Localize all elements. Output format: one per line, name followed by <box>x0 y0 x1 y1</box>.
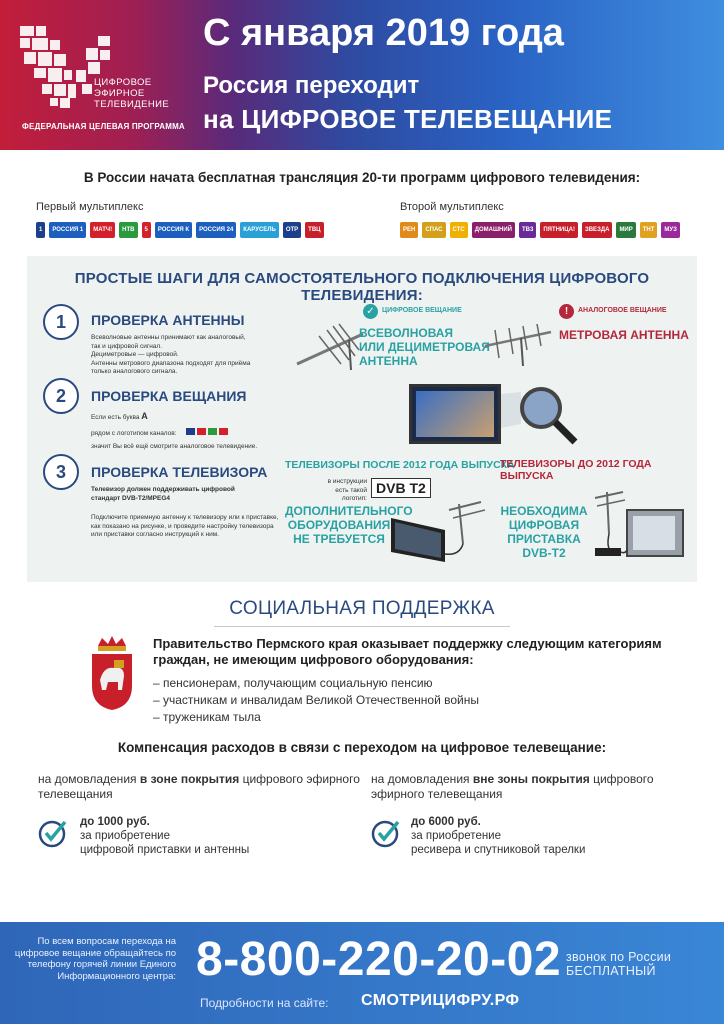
list-item: – участникам и инвалидам Великой Отечественной войны <box>153 693 479 707</box>
channel-logo: РЕН <box>400 222 418 238</box>
hotline-description: По всем вопросам перехода на цифровое вещание обращайтесь по телефону горячей линии Единого Информационного центра: <box>14 936 176 982</box>
channel-logo: МИР <box>616 222 635 238</box>
tv-before-2012-label: ТЕЛЕВИЗОРЫ ДО 2012 ГОДА ВЫПУСКА <box>500 458 652 482</box>
step-3-instructions: Подключите приемную антенну к телевизору или к приставке, как показано на рисунке, и проведите настройку телевизора или приставки согласно инструкций к ним. <box>91 514 279 538</box>
steps-title: ПРОСТЫЕ ШАГИ ДЛЯ САМОСТОЯТЕЛЬНОГО ПОДКЛЮЧЕНИЯ ЦИФРОВОГО ТЕЛЕВИДЕНИЯ: <box>74 270 650 304</box>
step-2-number: 2 <box>43 378 79 414</box>
list-item: – труженикам тыла <box>153 710 261 724</box>
no-equipment-text: ДОПОЛНИТЕЛЬНОГО ОБОРУДОВАНИЯ НЕ ТРЕБУЕТСЯ <box>285 504 413 546</box>
broadcast-text: В России начата бесплатная трансляция 20-ти программ цифрового телевидения: <box>83 170 641 185</box>
mux2-label: Второй мультиплекс <box>400 201 504 213</box>
instruction-note: в инструкции есть такой логотип: <box>327 478 367 502</box>
step-3-number: 3 <box>43 454 79 490</box>
channel-logo: РОССИЯ К <box>155 222 192 238</box>
analog-antenna-icon <box>481 318 555 366</box>
logo-line-3: ТЕЛЕВИДЕНИЕ <box>94 99 170 110</box>
magnifier-icon <box>501 384 581 448</box>
compensation-amount-1: до 1000 руб. за приобретение цифровой приставки и антенны <box>80 816 250 856</box>
channel-logo: 1 <box>36 222 45 238</box>
channel-logo: РОССИЯ 1 <box>49 222 86 238</box>
channel-mini-logo <box>197 428 206 435</box>
channel-logo: ТНТ <box>640 222 658 238</box>
warning-icon: ! <box>559 304 574 319</box>
channel-logo: МУЗ <box>661 222 680 238</box>
step-1-title: ПРОВЕРКА АНТЕННЫ <box>91 312 245 328</box>
logo-line-1: ЦИФРОВОЕ <box>94 77 152 88</box>
analog-letter: А <box>141 411 148 421</box>
modern-tv-antenna-icon <box>389 496 489 566</box>
social-support-text: Правительство Пермского края оказывает поддержку следующим категориям граждан, не имеющим цифрового оборудования: <box>153 636 662 667</box>
channel-logo: КАРУСЕЛЬ <box>240 222 279 238</box>
tv-after-2012-label: ТЕЛЕВИЗОРЫ ПОСЛЕ 2012 ГОДА ВЫПУСКА <box>285 459 515 471</box>
channel-logo: ДОМАШНИЙ <box>472 222 515 238</box>
site-label: Подробности на сайте: <box>200 996 329 1010</box>
channel-logo: ОТР <box>283 222 301 238</box>
step-1-text: Всеволновые антенны принимают как аналоговый, так и цифровой сигнал. Дециметровые — цифровой. Антенны метрового диапазона подходят для приёма только аналогового сигнала. <box>91 334 251 375</box>
mux2-channel-logos <box>400 219 680 241</box>
tv-screen-icon <box>409 384 501 444</box>
channel-logo: ПЯТНИЦА! <box>540 222 578 238</box>
mux1-label: Первый мультиплекс <box>36 201 144 213</box>
compensation-title: Компенсация расходов в связи с переходом на цифровое телевещание: <box>117 740 607 755</box>
dvb-t2-logo: DVB T2 <box>371 478 431 498</box>
step-3-requirement: Телевизор должен поддерживать цифровой стандарт DVB-T2/MPEG4 <box>91 486 235 502</box>
analog-antenna-text: МЕТРОВАЯ АНТЕННА <box>559 328 689 342</box>
channel-logo: СТС <box>450 222 468 238</box>
channel-logo: СПАС <box>422 222 445 238</box>
logo-subtitle: ФЕДЕРАЛЬНАЯ ЦЕЛЕВАЯ ПРОГРАММА <box>22 122 185 131</box>
compensation-in-coverage: на домовладения в зоне покрытия цифрового эфирного телевещания <box>38 772 360 801</box>
step-1-number: 1 <box>43 304 79 340</box>
channel-logo: РОССИЯ 24 <box>196 222 236 238</box>
check-circle-icon <box>38 818 68 848</box>
steps-panel <box>27 256 697 582</box>
headline-line-3: на ЦИФРОВОЕ ТЕЛЕВЕЩАНИЕ <box>203 104 613 134</box>
old-tv-set-top-box-icon <box>587 484 691 572</box>
analog-broadcast-label: АНАЛОГОВОЕ ВЕЩАНИЕ <box>578 307 667 314</box>
check-circle-icon <box>371 818 401 848</box>
step-2-text: Если есть буква А рядом с логотипом каналов: значит Вы всё ещё смотрите аналоговое телевидение. <box>91 411 258 450</box>
step-3-title: ПРОВЕРКА ТЕЛЕВИЗОРА <box>91 464 268 480</box>
digital-broadcast-label: ЦИФРОВОЕ ВЕЩАНИЕ <box>382 307 462 314</box>
step-2-title: ПРОВЕРКА ВЕЩАНИЯ <box>91 388 247 404</box>
channel-logo: МАТЧ! <box>90 222 115 238</box>
mux1-channel-logos <box>36 219 324 241</box>
channel-mini-logo <box>208 428 217 435</box>
channel-logo: 5 <box>142 222 151 238</box>
logo-line-2: ЭФИРНОЕ <box>94 88 145 99</box>
beneficiary-list <box>153 675 479 726</box>
channel-logo: ТВЦ <box>305 222 323 238</box>
need-set-top-box-text: НЕОБХОДИМА ЦИФРОВАЯ ПРИСТАВКА DVB-T2 <box>500 504 588 560</box>
channel-mini-logo <box>219 428 228 435</box>
website-link[interactable]: СМОТРИЦИФРУ.РФ <box>361 992 520 1009</box>
hotline-footer <box>0 922 724 1024</box>
perm-coat-of-arms-icon <box>88 636 136 711</box>
free-call-note: звонок по России БЕСПЛАТНЫЙ <box>566 950 672 978</box>
channel-mini-logo <box>186 428 195 435</box>
header-banner <box>0 0 724 150</box>
social-support-title: СОЦИАЛЬНАЯ ПОДДЕРЖКА <box>0 598 724 620</box>
headline-line-2: Россия переходит <box>203 72 420 99</box>
compensation-amount-2: до 6000 руб. за приобретение ресивера и спутниковой тарелки <box>411 816 586 856</box>
hotline-phone[interactable]: 8-800-220-20-02 <box>196 933 562 986</box>
compensation-out-of-coverage: на домовладения вне зоны покрытия цифрового эфирного телевещания <box>371 772 654 801</box>
checkmark-icon: ✓ <box>363 304 378 319</box>
channel-logo: ЗВЕЗДА <box>582 222 612 238</box>
channel-logo: ТВ3 <box>519 222 536 238</box>
list-item: – пенсионерам, получающим социальную пенсию <box>153 676 433 690</box>
program-logo <box>14 22 194 137</box>
digital-antenna-text: ВСЕВОЛНОВАЯ ИЛИ ДЕЦИМЕТРОВАЯ АНТЕННА <box>359 326 490 368</box>
channel-logo: НТВ <box>119 222 137 238</box>
page-title: С января 2019 года <box>203 12 564 54</box>
